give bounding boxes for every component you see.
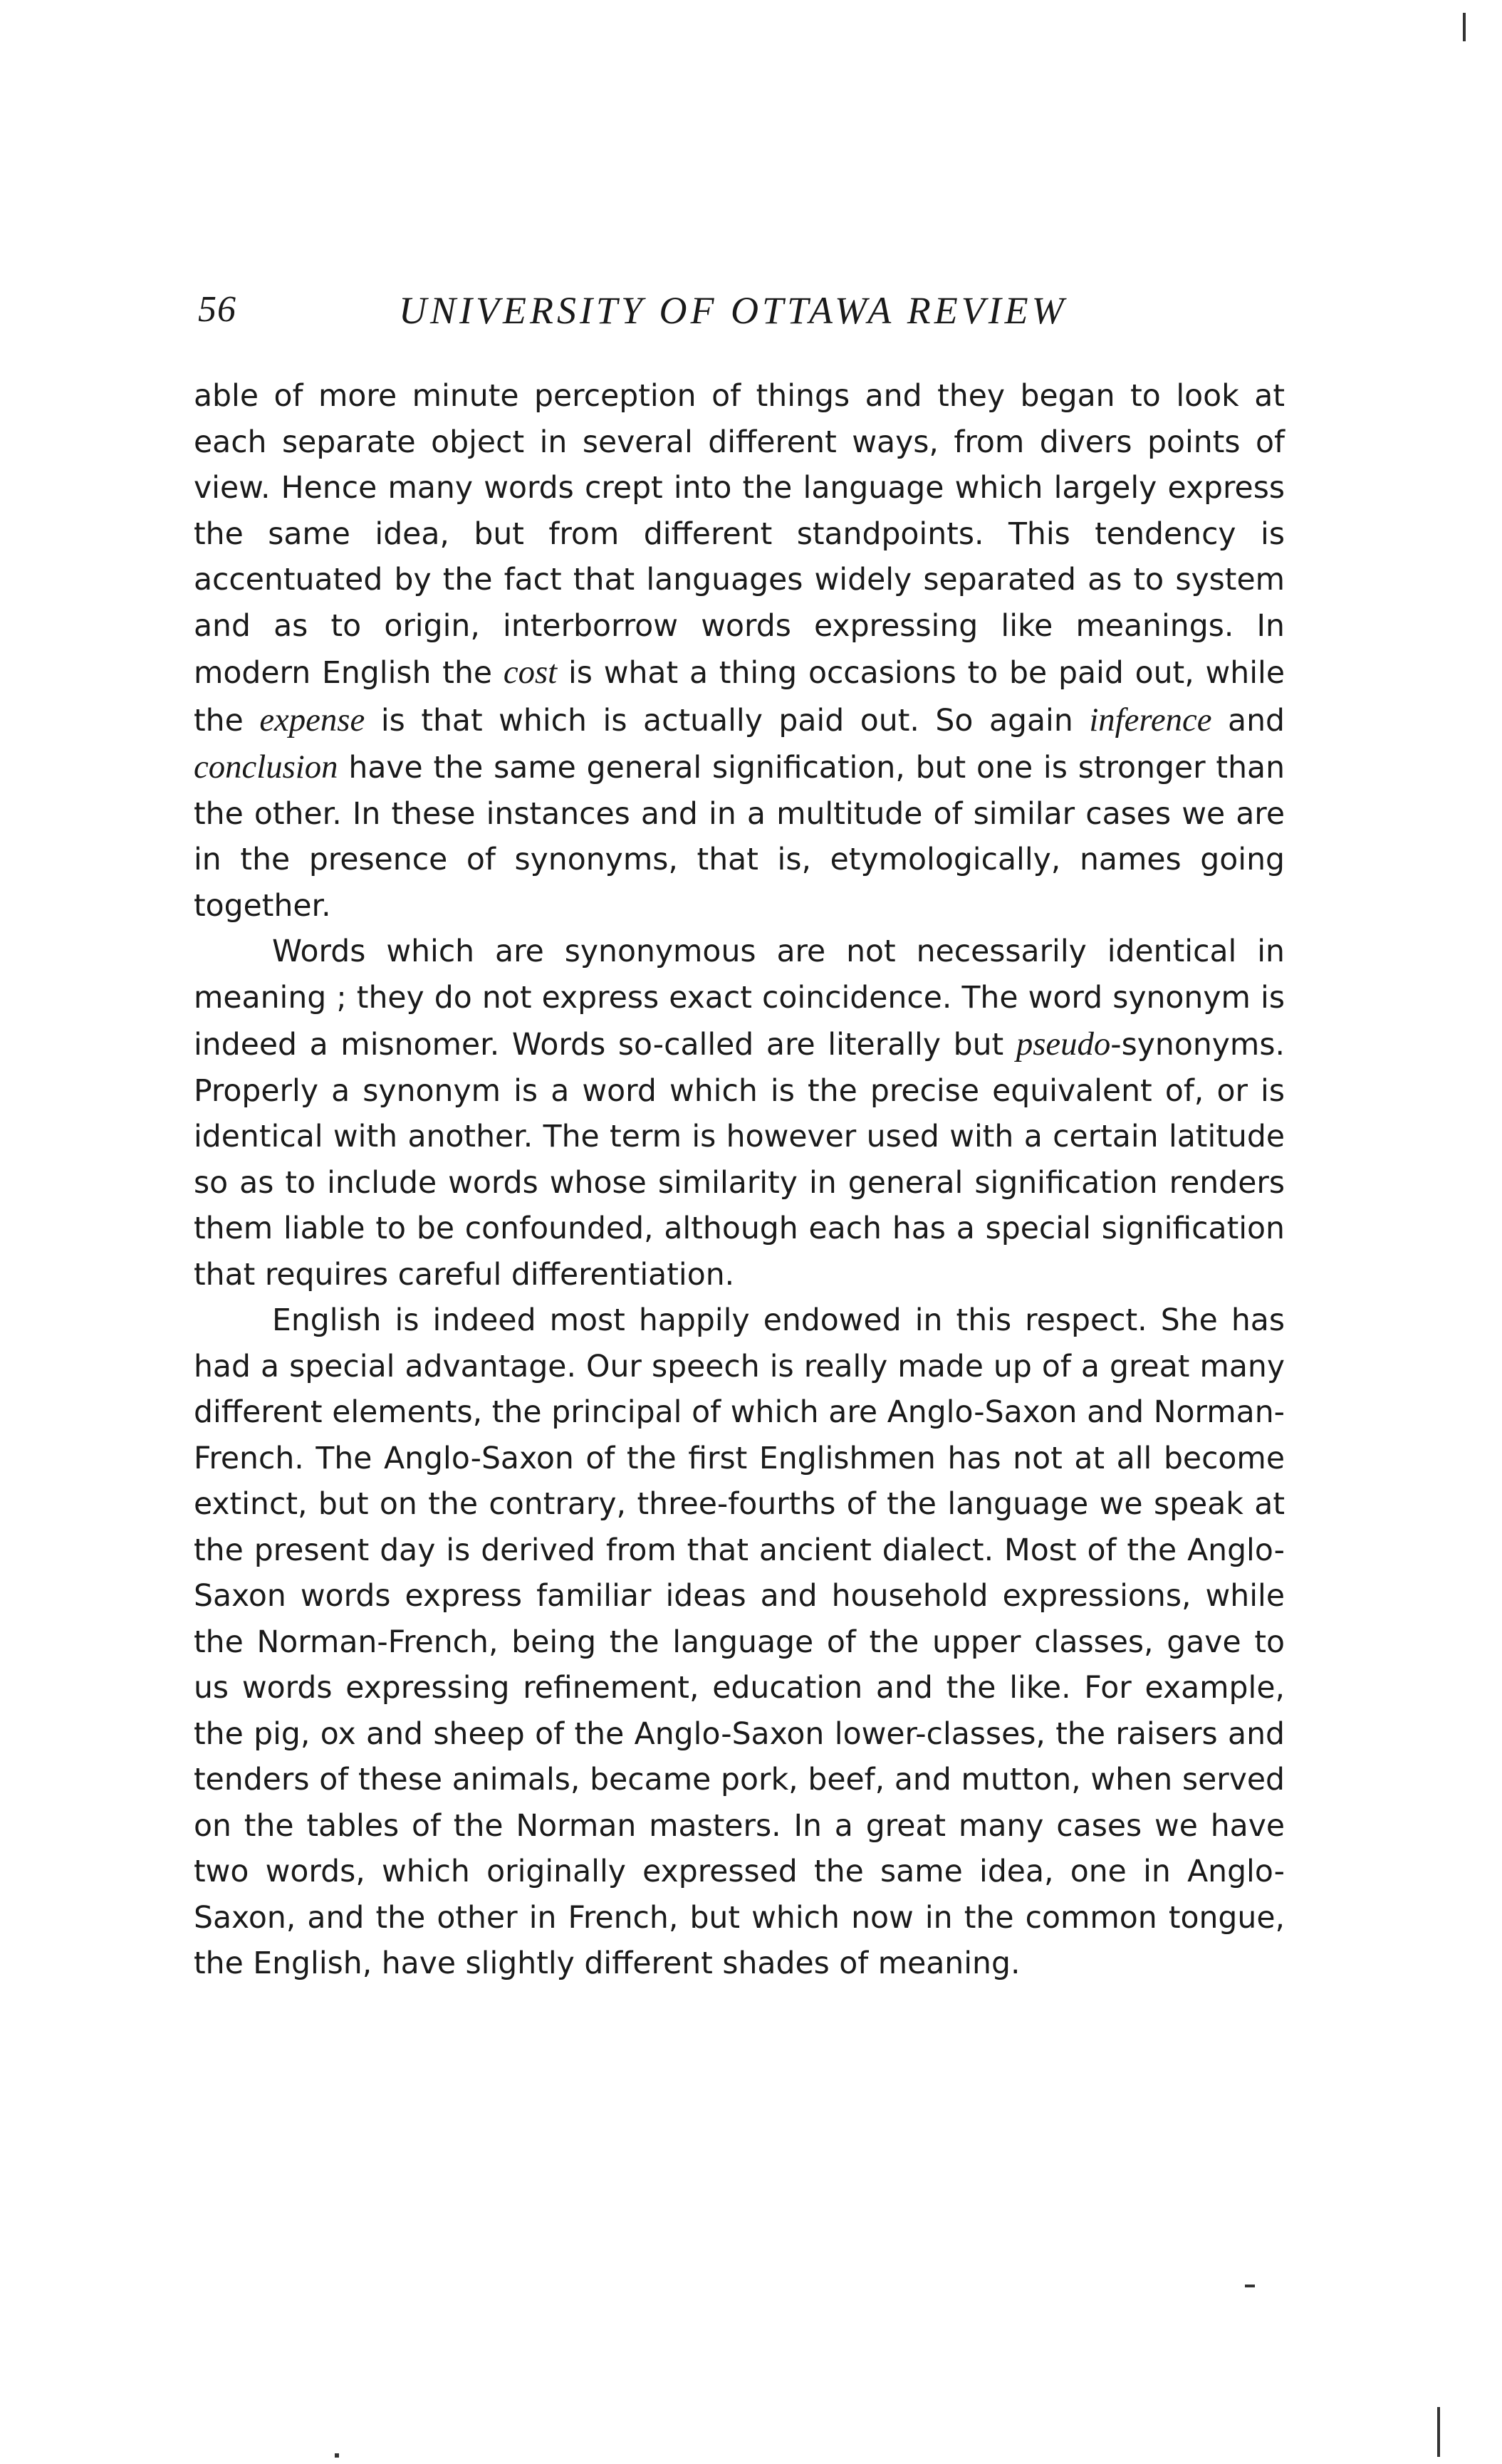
text-segment: and <box>1211 703 1285 738</box>
article-body <box>194 374 1285 1988</box>
paragraph-1 <box>194 374 1285 929</box>
italic-term-cost: cost <box>503 654 558 691</box>
scan-speck <box>1437 2407 1440 2457</box>
italic-term-inference: inference <box>1089 701 1212 738</box>
paragraph-3 <box>194 1298 1285 1988</box>
text-segment: able of more minute perception of things and they began to look at each separate object in several different ways, from divers points of view. Hence many words crept into the language which largely express the same idea, but from different standpoints. This tendency is accentuated by the fact that languages widely separated as to system and as to origin, interborrow words expressing like meanings. In modern English the <box>194 379 1285 691</box>
italic-term-conclusion: conclusion <box>194 748 338 785</box>
page-header <box>198 288 1291 338</box>
italic-term-pseudo: pseudo <box>1016 1025 1111 1063</box>
text-segment: Words which are synonymous are not necessarily identical in meaning ; they do not express exact coincidence. The word synonym is indeed a misnomer. Words so-called are literally but <box>194 934 1285 1063</box>
running-title: UNIVERSITY OF OTTAWA REVIEW <box>399 289 1068 332</box>
page-number: 56 <box>198 289 236 330</box>
text-segment: is that which is actually paid out. So again <box>365 703 1090 738</box>
text-segment: have the same general signification, but one is stronger than the other. In these instances and in a multitude of similar cases we are in the presence of synonyms, that is, etymologically, names going together. <box>194 751 1285 924</box>
scan-speck <box>335 2453 339 2458</box>
scan-speck <box>1463 13 1466 41</box>
italic-term-expense: expense <box>259 701 365 738</box>
scan-speck <box>1245 2285 1255 2287</box>
paragraph-2 <box>194 929 1285 1298</box>
text-segment: English is indeed most happily endowed in this respect. She has had a special advantage. Our speech is really made up of a great many different elements, the principal of which are Anglo-Saxon and Norman-French. The Anglo-Saxon of the first Englishmen has not at all become extinct, but on the contrary, three-fourths of the language we speak at the present day is derived from that ancient dialect. Most of the Anglo-Saxon words express familiar ideas and household expressions, while the Norman-French, being the language of the upper classes, gave to us words expressing refinement, education and the like. For example, the pig, ox and sheep of the Anglo-Saxon lower-classes, the raisers and tenders of these animals, became pork, beef, and mutton, when served on the tables of the Norman masters. In a great many cases we have two words, which originally expressed the same idea, one in Anglo-Saxon, and the other in French, but which now in the common tongue, the English, have slightly different shades of meaning. <box>194 1303 1285 1981</box>
text-segment: is what a thing occasions to be paid out, while the <box>194 656 1285 738</box>
text-segment: -synonyms. Properly a synonym is a word which is the precise equivalent of, or is identical with another. The term is however used with a certain latitude so as to include words whose similarity in general signification renders them liable to be confounded, although each has a special signification that requires careful differentiation. <box>194 1028 1285 1293</box>
